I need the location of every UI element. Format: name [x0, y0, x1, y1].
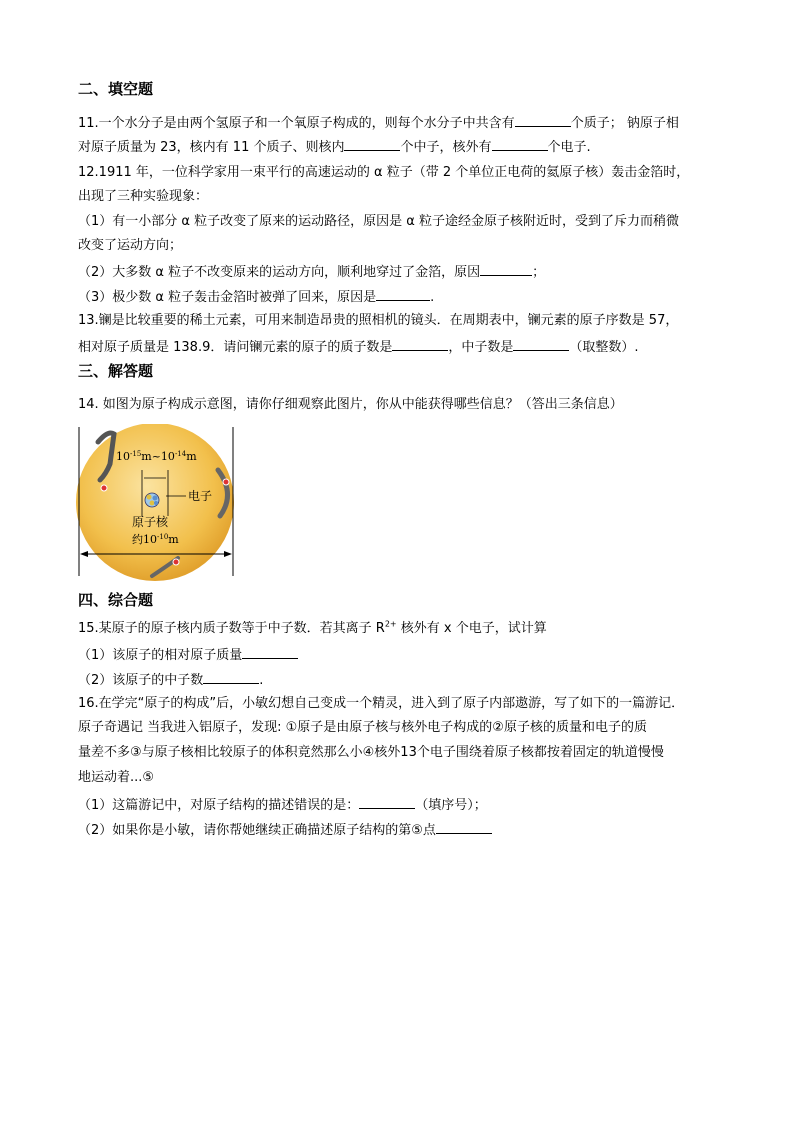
q13-line-2: 相对原子质量是 138.9．请问镧元素的原子的质子数是 ，中子数是 （取整数）. — [78, 337, 639, 356]
atom-diagram — [70, 424, 240, 582]
nucleon-4 — [154, 501, 158, 505]
electron-dot-3 — [173, 559, 179, 565]
q12-line-5: （2）大多数 α 粒子不改变原来的运动方向，顺利地穿过了金箔，原因 ； — [78, 262, 545, 281]
q15-blank-neutrons[interactable] — [203, 670, 259, 684]
q15-line-2: （1）该原子的相对原子质量 — [78, 645, 298, 664]
electron-dot-2 — [223, 479, 229, 485]
q13-blank-neutrons[interactable] — [513, 337, 569, 351]
q15-blank-mass[interactable] — [242, 645, 298, 659]
nucleus-size-label: $10^{-15}m\sim 10^{-14}m$ — [116, 450, 197, 463]
q16-blank-wrong-items[interactable] — [359, 795, 415, 809]
nucleon-3 — [150, 501, 155, 506]
q12-line-1: 12.1911 年，一位科学家用一束平行的高速运动的 α 粒子（带 2 个单位正电荷的氦原子核）轰击金箔时， — [78, 165, 690, 180]
q13-line-1: 13.镧是比较重要的稀土元素，可用来制造昂贵的照相机的镜头．在周期表中，镧元素的原子序数是 57， — [78, 313, 679, 328]
q16-line-6: （2）如果你是小敏，请你帮她继续正确描述原子结构的第⑤点 — [78, 820, 492, 839]
atom-structure-figure — [70, 424, 240, 582]
q12-line-6: （3）极少数 α 粒子轰击金箔时被弹了回来，原因是 . — [78, 287, 434, 306]
q12-line-4: 改变了运动方向； — [78, 238, 183, 253]
atom-size-label: 约$10^{-10}m$ — [132, 533, 179, 546]
q16-line-3: 量差不多③与原子核相比较原子的体积竟然那么小④核外13个电子围绕着原子核都按着固定的轨道慢慢 — [78, 745, 664, 760]
q11-blank-neutrons[interactable] — [344, 137, 400, 151]
electron-label: 电子 — [188, 489, 213, 503]
q16-line-1: 16.在学完“原子的构成”后，小敏幻想自己变成一个精灵，进入到了原子内部遨游，写了如下的一篇游记． — [78, 696, 685, 711]
electron-dot-1 — [101, 485, 107, 491]
arrow-head-left — [80, 551, 88, 557]
q16-blank-point-5[interactable] — [436, 820, 492, 834]
nucleon-1 — [147, 495, 152, 500]
nucleon-2 — [153, 496, 158, 501]
q15-line-3: （2）该原子的中子数 . — [78, 670, 263, 689]
q16-line-2: 原子奇遇记 当我进入铝原子，发现: ①原子是由原子核与核外电子构成的②原子核的质量和电子的质 — [78, 720, 647, 735]
q12-line-3: （1）有一小部分 α 粒子改变了原来的运动路径，原因是 α 粒子途经金原子核附近时，受到了斥力而稍微 — [78, 214, 679, 229]
section-heading-comprehensive: 四、综合题 — [78, 591, 154, 609]
q15-line-1: 15.某原子的原子核内质子数等于中子数．若其离子 $R^{2+}$ 核外有 x 个电子，试计算 — [78, 619, 547, 636]
q11-line-1: 11.一个水分子是由两个氢原子和一个氧原子构成的，则每个水分子中共含有 个质子； 钠原子相 — [78, 113, 679, 132]
q11-blank-protons[interactable] — [515, 113, 571, 127]
q14-line-1: 14. 如图为原子构成示意图，请你仔细观察此图片，你从中能获得哪些信息？（答出三条信息） — [78, 397, 623, 412]
q16-line-4: 地运动着...⑤ — [78, 770, 155, 785]
q12-line-2: 出现了三种实验现象： — [78, 189, 209, 204]
q12-blank-reason-2[interactable] — [480, 262, 532, 276]
q16-line-5: （1）这篇游记中，对原子结构的描述错误的是： （填序号）； — [78, 795, 487, 814]
q12-blank-reason-3[interactable] — [376, 287, 430, 301]
arrow-head-right — [224, 551, 232, 557]
section-heading-fill-blank: 二、填空题 — [78, 80, 154, 98]
q11-blank-electrons[interactable] — [492, 137, 548, 151]
q13-blank-protons[interactable] — [392, 337, 448, 351]
nucleus-label: 原子核 — [132, 515, 169, 529]
section-heading-answer: 三、解答题 — [78, 362, 154, 380]
q11-line-2: 对原子质量为 23，核内有 11 个质子、则核内 个中子，核外有 个电子. — [78, 137, 591, 156]
